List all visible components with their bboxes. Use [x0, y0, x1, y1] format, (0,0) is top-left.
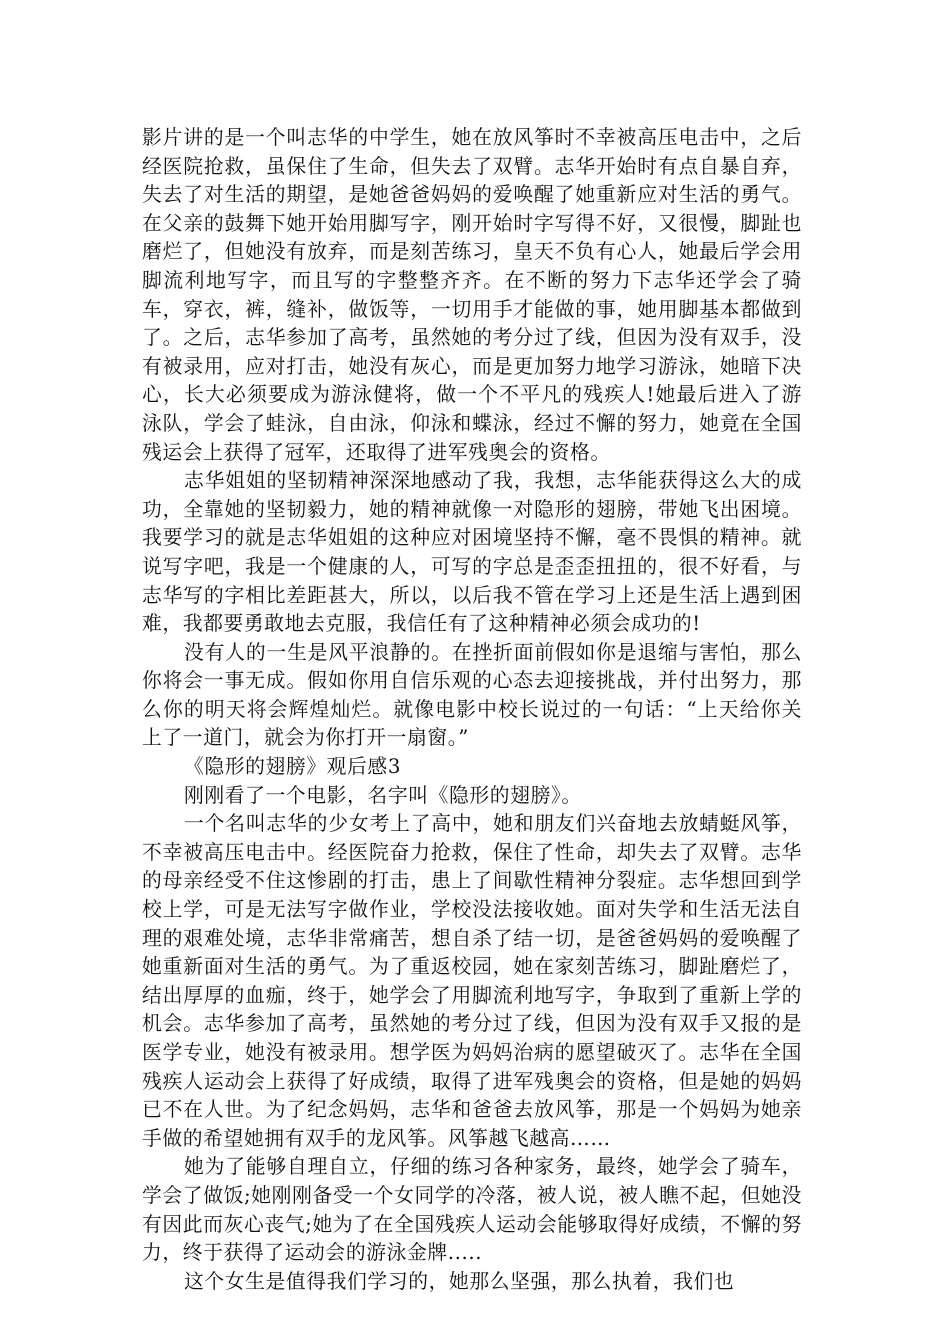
- paragraph-7: 这个女生是值得我们学习的，她那么坚强，那么执着，我们也: [184, 1269, 735, 1293]
- paragraph-5: 一个名叫志华的少女考上了高中，她和朋友们兴奋地去放蜻蜓风筝，不幸被高压电击中。经医院奋力抢救，保住了性命，却失去了双臂。志华的母亲经受不住这惨剧的打击，患上了间歇性精神分裂症。志华想回到学校上学，可是无法写字做作业，学校没法接收她。面对失学和生活无法自理的艰难处境，志华非常痛苦，想自杀了结一切，是爸爸妈妈的爱唤醒了她重新面对生活的勇气。为了重返校园，她在家刻苦练习，脚趾磨烂了，结出厚厚的血痂，终于，她学会了用脚流利地写字，争取到了重新上学的机会。志华参加了高考，虽然她的考分过了线，但因为没有双手又报的是医学专业，她没有被录用。想学医为妈妈治病的愿望破灭了。志华在全国残疾人运动会上获得了好成绩，取得了进军残奥会的资格，但是她的妈妈已不在人世。为了纪念妈妈，志华和爸爸去放风筝，那是一个妈妈为她亲手做的希望她拥有双手的龙风筝。风筝越飞越高……: [142, 812, 802, 1150]
- paragraph-6: 她为了能够自理自立，仔细的练习各种家务，最终，她学会了骑车，学会了做饭;她刚刚备受一个女同学的冷落，被人说，被人瞧不起，但她没有因此而灰心丧气;她为了在全国残疾人运动会能够取得好成绩，不懈的努力，终于获得了运动会的游泳金牌.....: [142, 1155, 802, 1265]
- paragraph-1: 影片讲的是一个叫志华的中学生，她在放风筝时不幸被高压电击中，之后经医院抢救，虽保住了生命，但失去了双臂。志华开始时有点自暴自弃，失去了对生活的期望，是她爸爸妈妈的爱唤醒了她重新应对生活的勇气。在父亲的鼓舞下她开始用脚写字，刚开始时字写得不好，又很慢，脚趾也磨烂了，但她没有放弃，而是刻苦练习，皇天不负有心人，她最后学会用脚流利地写字，而且写的字整整齐齐。在不断的努力下志华还学会了骑车，穿衣，裤，缝补，做饭等，一切用手才能做的事，她用脚基本都做到了。之后，志华参加了高考，虽然她的考分过了线，但因为没有双手，没有被录用，应对打击，她没有灰心，而是更加努力地学习游泳，她暗下决心，长大必须要成为游泳健将，做一个不平凡的残疾人!她最后进入了游泳队，学会了蛙泳，自由泳，仰泳和蝶泳，经过不懈的努力，她竟在全国残运会上获得了冠军，还取得了进军残奥会的资格。: [142, 126, 802, 464]
- section-heading: 《隐形的翅膀》观后感3: [184, 755, 401, 779]
- paragraph-2: 志华姐姐的坚韧精神深深地感动了我，我想，志华能获得这么大的成功，全靠她的坚韧毅力，她的精神就像一对隐形的翅膀，带她飞出困境。我要学习的就是志华姐姐的这种应对困境坚持不懈，毫不畏惧的精神。就说写字吧，我是一个健康的人，可写的字总是歪歪扭扭的，很不好看，与志华写的字相比差距甚大，所以，以后我不管在学习上还是生活上遇到困难，我都要勇敢地去克服，我信任有了这种精神必须会成功的!: [142, 469, 802, 636]
- paragraph-3: 没有人的一生是风平浪静的。在挫折面前假如你是退缩与害怕，那么你将会一事无成。假如你用自信乐观的心态去迎接挑战，并付出努力，那么你的明天将会辉煌灿烂。就像电影中校长说过的一句话：“上天给你关上了一道门，就会为你打开一扇窗。”: [142, 640, 802, 750]
- document-body: [142, 124, 802, 1296]
- paragraph-4: 刚刚看了一个电影，名字叫《隐形的翅膀》。: [184, 783, 582, 807]
